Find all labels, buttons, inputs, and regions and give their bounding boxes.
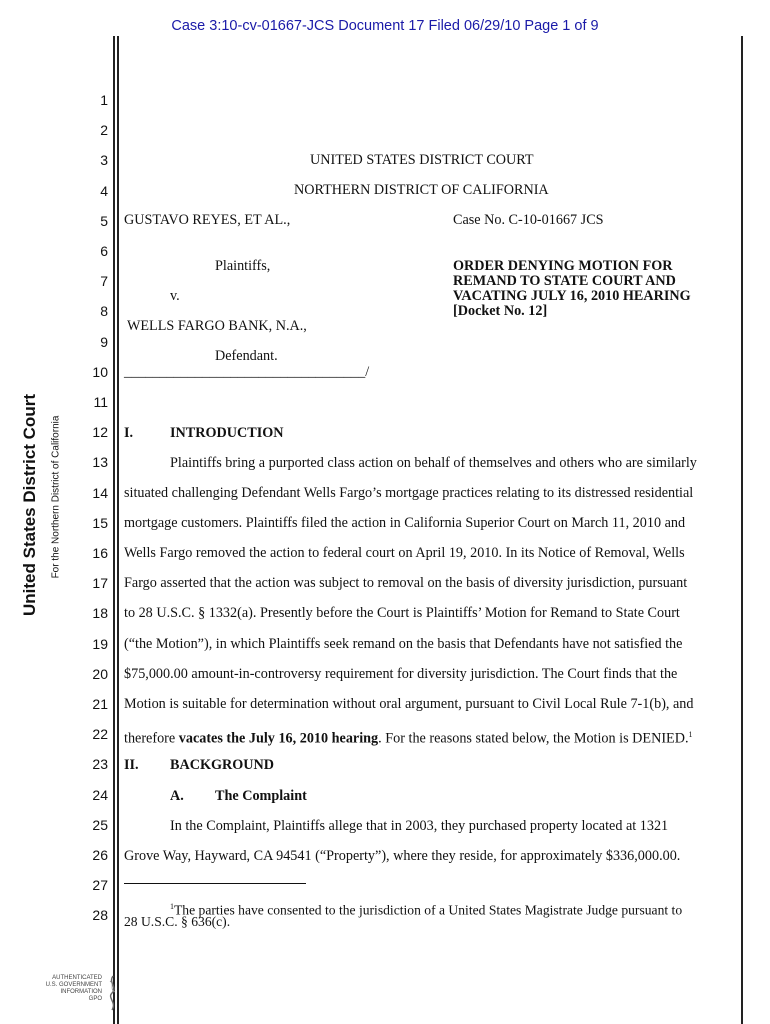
order-title-line4: [Docket No. 12] <box>453 303 548 319</box>
sidebar-court-name: United States District Court <box>20 394 39 616</box>
plaintiff-name: GUSTAVO REYES, ET AL., <box>124 212 291 228</box>
body-line-18: to 28 U.S.C. § 1332(a). Presently before the Court is Plaintiffs’ Motion for Remand to State Court <box>124 605 680 621</box>
versus: v. <box>170 288 180 304</box>
line-number: 20 <box>92 665 108 682</box>
line-number: 23 <box>92 756 108 773</box>
logo-text-3: INFORMATION <box>60 989 102 995</box>
footnote-ref: 1 <box>688 730 693 739</box>
gpo-eagle-icon <box>106 975 120 1011</box>
line-number: 5 <box>100 212 108 229</box>
footnote-text-1: The parties have consented to the jurisdiction of a United States Magistrate Judge pursuant to <box>174 902 683 918</box>
defendant-label: Defendant. <box>215 348 278 364</box>
order-title-line3: VACATING JULY 16, 2010 HEARING <box>453 288 691 304</box>
body-line-16: Wells Fargo removed the action to federal court on April 19, 2010. In its Notice of Removal, Wells <box>124 545 685 561</box>
line-number: 8 <box>100 303 108 320</box>
line-number: 15 <box>92 514 108 531</box>
line-number: 28 <box>92 907 108 924</box>
order-title-line1: ORDER DENYING MOTION FOR <box>453 258 673 274</box>
body-line-15: mortgage customers. Plaintiffs filed the action in California Superior Court on March 11, 2010 and <box>124 515 686 531</box>
left-margin-line-2 <box>117 36 119 1024</box>
body-line-13: Plaintiffs bring a purported class action on behalf of themselves and others who are similarly <box>170 455 697 471</box>
line-number: 4 <box>100 182 108 199</box>
section-number-intro: I. <box>124 425 134 441</box>
logo-text-2: U.S. GOVERNMENT <box>45 982 102 988</box>
right-margin-line <box>741 36 743 1024</box>
court-title-line2: NORTHERN DISTRICT OF CALIFORNIA <box>294 182 549 198</box>
line-number: 25 <box>92 816 108 833</box>
footnote-line2: 28 U.S.C. § 636(c). <box>124 914 231 929</box>
footnote-separator <box>124 883 306 884</box>
section-title-background: BACKGROUND <box>170 757 275 773</box>
subsection-number-complaint: A. <box>170 788 184 804</box>
case-header: Case 3:10-cv-01667-JCS Document 17 Filed 06/29/10 Page 1 of 9 <box>171 18 599 34</box>
body-line-25: In the Complaint, Plaintiffs allege that in 2003, they purchased property located at 1321 <box>170 818 669 834</box>
line-number: 14 <box>92 484 108 501</box>
line-number: 18 <box>92 605 108 622</box>
line-number: 26 <box>92 847 108 863</box>
line-number: 3 <box>100 152 108 169</box>
body-line-22 <box>124 727 693 747</box>
case-number: Case No. C-10-01667 JCS <box>453 212 604 228</box>
line-number: 13 <box>92 454 108 471</box>
section-number-background: II. <box>124 757 139 773</box>
line-number: 11 <box>93 394 108 410</box>
line-number: 27 <box>92 877 108 894</box>
line-number: 7 <box>100 273 108 290</box>
defendant-name: WELLS FARGO BANK, N.A., <box>127 318 307 334</box>
plaintiffs-label: Plaintiffs, <box>215 258 271 274</box>
footnote-line1 <box>170 899 682 919</box>
line-number: 17 <box>92 575 108 592</box>
court-title-line1: UNITED STATES DISTRICT COURT <box>310 152 534 168</box>
line-number: 22 <box>92 726 108 743</box>
gpo-authentication-logo <box>40 975 120 1015</box>
line-number: 1 <box>100 92 108 108</box>
subsection-title-complaint: The Complaint <box>215 788 307 804</box>
line-number: 2 <box>100 122 108 139</box>
body-line-22-start: therefore <box>124 730 179 747</box>
line-number: 9 <box>100 333 108 350</box>
line-number: 10 <box>92 363 108 380</box>
order-title-line2: REMAND TO STATE COURT AND <box>453 273 676 289</box>
body-line-22-end: . For the reasons stated below, the Motion is DENIED. <box>378 730 689 747</box>
body-line-20: $75,000.00 amount-in-controversy requirement for diversity jurisdiction. The Court finds that the <box>124 666 678 682</box>
line-number: 12 <box>92 424 108 441</box>
line-number: 21 <box>92 696 108 712</box>
line-number: 16 <box>92 545 108 561</box>
body-line-14: situated challenging Defendant Wells Fargo’s mortgage practices relating to its distressed residential <box>124 485 694 501</box>
line-number: 19 <box>92 635 108 652</box>
footnote-marker: 1 <box>170 902 174 911</box>
left-margin-line-1 <box>113 36 115 1024</box>
body-line-19: (“the Motion”), in which Plaintiffs seek remand on the basis that Defendants have not satisfied the <box>124 636 683 652</box>
line-number: 24 <box>92 786 108 803</box>
body-line-22-bold: vacates the July 16, 2010 hearing <box>178 730 379 747</box>
caption-rule: __________________________________/ <box>124 364 370 380</box>
body-line-21: Motion is suitable for determination without oral argument, pursuant to Civil Local Rule 7-1(b), and <box>124 696 694 712</box>
logo-text-1: AUTHENTICATED <box>52 975 102 981</box>
line-number: 6 <box>100 243 108 259</box>
sidebar-district: For the Northern District of California <box>50 415 62 579</box>
section-title-intro: INTRODUCTION <box>170 425 284 441</box>
body-line-17: Fargo asserted that the action was subject to removal on the basis of diversity jurisdiction, pursuant <box>124 575 688 591</box>
logo-text-4: GPO <box>88 996 102 1002</box>
body-line-26: Grove Way, Hayward, CA 94541 (“Property”), where they reside, for approximately $336,000.00. <box>124 848 681 864</box>
